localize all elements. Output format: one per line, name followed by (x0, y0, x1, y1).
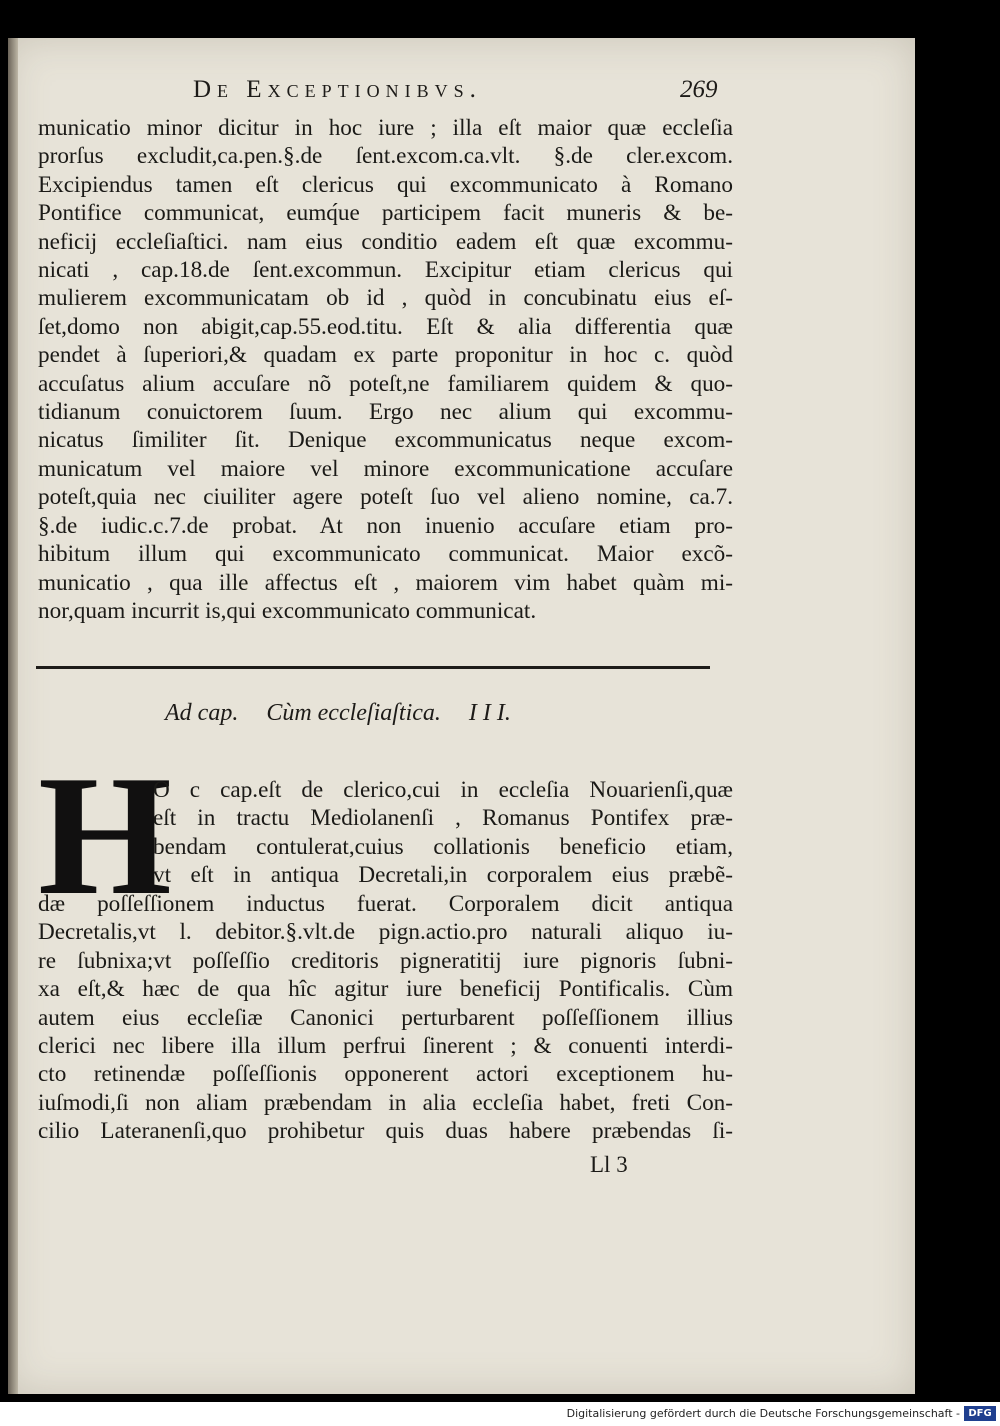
text-line: cilio Lateranenſi,quo prohibetur quis duas habere præbendas ſi- (38, 1118, 733, 1145)
text-line: iuſmodi,ſi non aliam præbendam in alia eccleſia habet, freti Con- (38, 1089, 733, 1116)
heading-part: I I I. (468, 700, 511, 726)
text-line: autem eius eccleſiæ Canonici perturbarent poſſeſſionem illius (38, 1004, 733, 1031)
catchword-signature: Ll 3 (590, 1152, 628, 1177)
book-page (8, 38, 915, 1394)
text-line: Pontifice communicat, eumq́ue participem facit muneris & be- (38, 200, 733, 227)
text-line: poteſt,quia nec ciuiliter agere poteſt ſuo vel alieno nomine, ca.7. (38, 484, 733, 511)
text-line: hibitum illum qui excommunicato communicat. Maior excõ- (38, 541, 733, 568)
running-head: De Exceptionibvs. (193, 76, 482, 103)
text-line: municatum vel maiore vel minore excommunicatione accuſare (38, 455, 733, 482)
text-line: O c cap.eſt de clerico,cui in eccleſia Nouarienſi,quæ (153, 777, 733, 803)
text-line: Excipiendus tamen eſt clericus qui excommunicato à Romano (38, 171, 733, 198)
text-line: vt eſt in antiqua Decretali,in corporalem eius præbẽ- (153, 862, 733, 889)
text-line: prorſus excludit,ca.pen.§.de ſent.excom.ca.vlt. §.de cler.excom. (38, 143, 733, 170)
text-line: mulierem excommunicatam ob id , quòd in concubinatu eius eſ- (38, 285, 733, 312)
text-line: Decretalis,vt l. debitor.§.vlt.de pign.actio.pro naturali aliquo iu- (38, 919, 733, 946)
text-line: tidianum conuictorem ſuum. Ergo nec alium qui excommu- (38, 399, 733, 426)
upper-text-block (38, 114, 733, 625)
text-line: accuſatus alium accuſare nõ poteſt,ne familiarem quidem & quo- (38, 370, 733, 397)
text-line: re ſubnixa;vt poſſeſſio creditoris pigneratitij iure pignoris ſubni- (38, 947, 733, 974)
text-line: clerici nec libere illa illum perfrui ſinerent ; & conuenti interdi- (38, 1033, 733, 1060)
text-line: xa eſt,& hæc de qua hîc agitur iure beneficij Pontificalis. Cùm (38, 976, 733, 1003)
first-lines-block (153, 776, 733, 890)
text-line: nor,quam incurrit is,qui excommunicato communicat. (38, 597, 537, 624)
page-gutter-shadow (8, 38, 18, 1394)
text-line: neficij eccleſiaſtici. nam eius conditio eadem eſt quæ excommu- (38, 228, 733, 255)
text-line: ſet,domo non abigit,cap.55.eod.titu. Eſt & alia differentia quæ (38, 313, 733, 340)
text-line: dæ poſſeſſionem inductus fuerat. Corporalem dicit antiqua (38, 891, 733, 917)
text-line: nicati , cap.18.de ſent.excommun. Excipitur etiam clericus qui (38, 257, 733, 284)
text-line: bendam contulerat,cuius collationis beneficio etiam, (153, 833, 733, 860)
drop-cap-initial: H (38, 741, 172, 931)
section-heading (165, 700, 685, 727)
text-line: §.de iudic.c.7.de probat. At non inuenio accuſare etiam pro- (38, 512, 733, 539)
section-divider (36, 666, 710, 669)
text-line: municatio minor dicitur in hoc iure ; illa eſt maior quæ eccleſia (38, 115, 733, 141)
text-line: eſt in tractu Mediolanenſi , Romanus Pontifex præ- (153, 805, 733, 832)
heading-part: Cùm eccleſiaſtica. (266, 700, 441, 726)
text-line: cto retinendæ poſſeſſionis opponerent actori exceptionem hu- (38, 1061, 733, 1088)
lower-text-block (38, 890, 733, 1146)
dfg-logo: DFG (964, 1406, 996, 1421)
text-line: nicatus ſimiliter ſit. Denique excommunicatus neque excom- (38, 427, 733, 454)
text-line: municatio , qua ille affectus eſt , maiorem vim habet quàm mi- (38, 569, 733, 596)
text-line: pendet à ſuperiori,& quadam ex parte proponitur in hoc c. quòd (38, 342, 733, 369)
funding-credit: Digitalisierung gefördert durch die Deutsche Forschungsgemeinschaft - (566, 1407, 960, 1420)
page-number: 269 (680, 76, 718, 103)
footer-bar (0, 1402, 1000, 1426)
heading-part: Ad cap. (165, 700, 239, 726)
